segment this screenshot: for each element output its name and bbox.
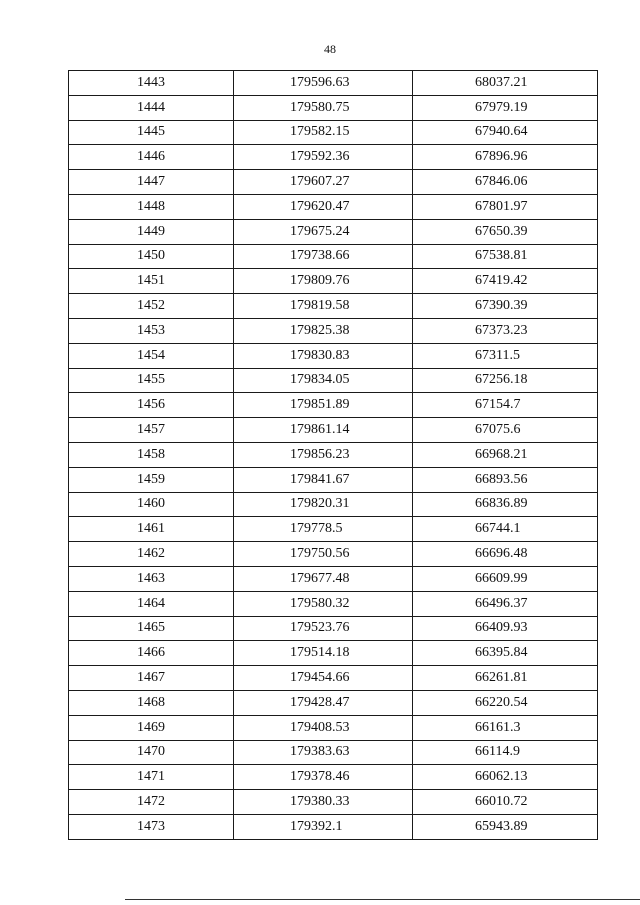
point-number-cell: 1457: [69, 418, 234, 443]
y-coordinate-cell: 67538.81: [413, 244, 598, 269]
table-row: [69, 120, 598, 145]
x-coordinate-cell: 179380.33: [234, 790, 413, 815]
x-coordinate-cell: 179851.89: [234, 393, 413, 418]
x-coordinate-cell: 179454.66: [234, 666, 413, 691]
y-coordinate-cell: 67801.97: [413, 194, 598, 219]
x-coordinate-cell: 179778.5: [234, 517, 413, 542]
table-row: [69, 294, 598, 319]
table-row: [69, 368, 598, 393]
footer-rule: [125, 899, 640, 900]
point-number-cell: 1463: [69, 566, 234, 591]
table-row: [69, 591, 598, 616]
x-coordinate-cell: 179809.76: [234, 269, 413, 294]
x-coordinate-cell: 179514.18: [234, 641, 413, 666]
y-coordinate-cell: 66696.48: [413, 542, 598, 567]
x-coordinate-cell: 179392.1: [234, 814, 413, 839]
y-coordinate-cell: 67419.42: [413, 269, 598, 294]
x-coordinate-cell: 179675.24: [234, 219, 413, 244]
y-coordinate-cell: 66968.21: [413, 442, 598, 467]
y-coordinate-cell: 67846.06: [413, 170, 598, 195]
y-coordinate-cell: 66114.9: [413, 740, 598, 765]
table-row: [69, 95, 598, 120]
point-number-cell: 1450: [69, 244, 234, 269]
y-coordinate-cell: 67154.7: [413, 393, 598, 418]
table-row: [69, 269, 598, 294]
y-coordinate-cell: 66010.72: [413, 790, 598, 815]
table-row: [69, 318, 598, 343]
point-number-cell: 1472: [69, 790, 234, 815]
table-row: [69, 765, 598, 790]
table-row: [69, 343, 598, 368]
x-coordinate-cell: 179750.56: [234, 542, 413, 567]
point-number-cell: 1459: [69, 467, 234, 492]
x-coordinate-cell: 179523.76: [234, 616, 413, 641]
y-coordinate-cell: 65943.89: [413, 814, 598, 839]
point-number-cell: 1458: [69, 442, 234, 467]
x-coordinate-cell: 179820.31: [234, 492, 413, 517]
y-coordinate-cell: 67373.23: [413, 318, 598, 343]
table-row: [69, 542, 598, 567]
y-coordinate-cell: 67256.18: [413, 368, 598, 393]
y-coordinate-cell: 68037.21: [413, 71, 598, 96]
y-coordinate-cell: 66609.99: [413, 566, 598, 591]
x-coordinate-cell: 179428.47: [234, 690, 413, 715]
point-number-cell: 1451: [69, 269, 234, 294]
point-number-cell: 1448: [69, 194, 234, 219]
table-row: [69, 170, 598, 195]
y-coordinate-cell: 67075.6: [413, 418, 598, 443]
y-coordinate-cell: 66062.13: [413, 765, 598, 790]
coordinate-table: [68, 70, 598, 840]
point-number-cell: 1444: [69, 95, 234, 120]
y-coordinate-cell: 67940.64: [413, 120, 598, 145]
point-number-cell: 1456: [69, 393, 234, 418]
point-number-cell: 1454: [69, 343, 234, 368]
point-number-cell: 1446: [69, 145, 234, 170]
x-coordinate-cell: 179408.53: [234, 715, 413, 740]
table-row: [69, 442, 598, 467]
x-coordinate-cell: 179607.27: [234, 170, 413, 195]
point-number-cell: 1461: [69, 517, 234, 542]
point-number-cell: 1452: [69, 294, 234, 319]
table-row: [69, 566, 598, 591]
table-row: [69, 690, 598, 715]
point-number-cell: 1469: [69, 715, 234, 740]
point-number-cell: 1445: [69, 120, 234, 145]
x-coordinate-cell: 179861.14: [234, 418, 413, 443]
x-coordinate-cell: 179738.66: [234, 244, 413, 269]
table-row: [69, 517, 598, 542]
x-coordinate-cell: 179677.48: [234, 566, 413, 591]
y-coordinate-cell: 66496.37: [413, 591, 598, 616]
point-number-cell: 1471: [69, 765, 234, 790]
point-number-cell: 1447: [69, 170, 234, 195]
x-coordinate-cell: 179592.36: [234, 145, 413, 170]
table-row: [69, 790, 598, 815]
x-coordinate-cell: 179841.67: [234, 467, 413, 492]
table-row: [69, 467, 598, 492]
table-row: [69, 71, 598, 96]
point-number-cell: 1455: [69, 368, 234, 393]
x-coordinate-cell: 179856.23: [234, 442, 413, 467]
y-coordinate-cell: 67979.19: [413, 95, 598, 120]
x-coordinate-cell: 179378.46: [234, 765, 413, 790]
point-number-cell: 1473: [69, 814, 234, 839]
y-coordinate-cell: 66220.54: [413, 690, 598, 715]
point-number-cell: 1468: [69, 690, 234, 715]
y-coordinate-cell: 66261.81: [413, 666, 598, 691]
table-row: [69, 244, 598, 269]
table-row: [69, 219, 598, 244]
y-coordinate-cell: 66395.84: [413, 641, 598, 666]
y-coordinate-cell: 66744.1: [413, 517, 598, 542]
point-number-cell: 1465: [69, 616, 234, 641]
x-coordinate-cell: 179580.32: [234, 591, 413, 616]
y-coordinate-cell: 67311.5: [413, 343, 598, 368]
y-coordinate-cell: 67650.39: [413, 219, 598, 244]
y-coordinate-cell: 66836.89: [413, 492, 598, 517]
x-coordinate-cell: 179580.75: [234, 95, 413, 120]
point-number-cell: 1467: [69, 666, 234, 691]
point-number-cell: 1464: [69, 591, 234, 616]
table-row: [69, 616, 598, 641]
x-coordinate-cell: 179383.63: [234, 740, 413, 765]
point-number-cell: 1443: [69, 71, 234, 96]
point-number-cell: 1449: [69, 219, 234, 244]
point-number-cell: 1460: [69, 492, 234, 517]
y-coordinate-cell: 66161.3: [413, 715, 598, 740]
table-row: [69, 814, 598, 839]
table-row: [69, 194, 598, 219]
x-coordinate-cell: 179825.38: [234, 318, 413, 343]
point-number-cell: 1462: [69, 542, 234, 567]
table-row: [69, 418, 598, 443]
table-row: [69, 145, 598, 170]
y-coordinate-cell: 66409.93: [413, 616, 598, 641]
table-row: [69, 492, 598, 517]
table-row: [69, 641, 598, 666]
table-row: [69, 666, 598, 691]
coordinate-table-container: [68, 70, 598, 840]
point-number-cell: 1470: [69, 740, 234, 765]
y-coordinate-cell: 66893.56: [413, 467, 598, 492]
y-coordinate-cell: 67896.96: [413, 145, 598, 170]
x-coordinate-cell: 179834.05: [234, 368, 413, 393]
x-coordinate-cell: 179819.58: [234, 294, 413, 319]
table-body: [69, 71, 598, 840]
point-number-cell: 1453: [69, 318, 234, 343]
x-coordinate-cell: 179582.15: [234, 120, 413, 145]
page-number: 48: [324, 42, 336, 56]
table-row: [69, 740, 598, 765]
point-number-cell: 1466: [69, 641, 234, 666]
table-row: [69, 715, 598, 740]
x-coordinate-cell: 179620.47: [234, 194, 413, 219]
table-row: [69, 393, 598, 418]
y-coordinate-cell: 67390.39: [413, 294, 598, 319]
x-coordinate-cell: 179830.83: [234, 343, 413, 368]
x-coordinate-cell: 179596.63: [234, 71, 413, 96]
